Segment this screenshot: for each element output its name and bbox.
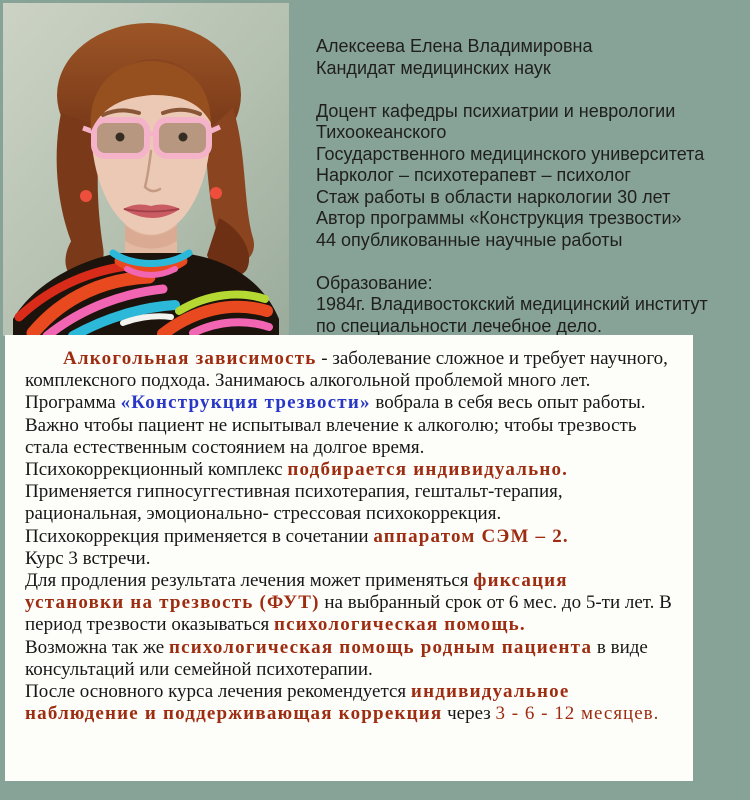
highlighted-text: психологическая помощь.	[274, 614, 526, 636]
credential-line: Доцент кафедры психиатрии и неврологии	[316, 100, 676, 121]
highlighted-text: «Конструкция трезвости»	[120, 392, 371, 414]
credentials-block	[316, 36, 746, 337]
person-name: Алексеева Елена Владимировна	[316, 36, 593, 56]
highlighted-text: аппаратом СЭМ – 2.	[373, 525, 569, 547]
text-segment: Возможна так же	[25, 636, 169, 658]
highlighted-text: психологическая помощь родным пациента	[168, 636, 593, 658]
credential-line: Стаж работы в области наркологии 30 лет	[316, 186, 671, 207]
paragraph	[25, 526, 673, 548]
credential-line: Автор программы «Конструкция трезвости»	[316, 208, 682, 228]
highlighted-text: Алкогольная зависимость	[63, 348, 317, 369]
text-segment: через	[442, 703, 496, 725]
earring-right	[210, 187, 222, 199]
text-segment: Психокоррекция применяется в сочетании	[25, 525, 374, 547]
person-degree: Кандидат медицинских наук	[316, 57, 551, 78]
text-segment: Применяется гипносуггестивная психотерапия, гештальт-терапия, рациональная, эмоционально- стрессовая психокоррекция.	[25, 481, 563, 525]
text-segment: на выбранный срок от 6 мес. до 5-ти лет. В период трезвости оказываться	[25, 592, 672, 636]
highlighted-text: 3 - 6 - 12 месяцев.	[495, 703, 660, 725]
highlighted-text: индивидуальное наблюдение и поддерживающая коррекция	[25, 681, 570, 725]
highlighted-text: подбирается индивидуально.	[287, 459, 569, 481]
portrait-illustration	[3, 3, 289, 336]
credential-line: Нарколог – психотерапевт – психолог	[316, 165, 631, 185]
paragraph	[25, 548, 673, 570]
paragraph	[25, 570, 673, 637]
education-label: Образование:	[316, 272, 433, 293]
paragraph	[25, 637, 673, 681]
education-line: по специальности лечебное дело.	[316, 315, 603, 336]
treatment-info-panel	[5, 335, 693, 781]
text-segment: Курс 3 встречи.	[25, 547, 151, 569]
text-segment: вобрала в себя весь опыт работы. Важно чтобы пациент не испытывал влечение к алкоголю; чтобы трезвость стала естественным состоянием на долгое время.	[25, 392, 646, 458]
text-segment: После основного курса лечения рекомендуется	[25, 681, 411, 703]
spacer	[316, 251, 746, 273]
credential-line: Тихоокеанского	[316, 122, 447, 142]
education-line: 1984г. Владивостокский медицинский институт	[316, 294, 708, 314]
spacer	[316, 79, 746, 101]
paragraph	[25, 681, 673, 725]
text-segment: Психокоррекционный комплекс	[25, 459, 288, 481]
body-text	[25, 348, 673, 725]
credential-line: 44 опубликованные научные работы	[316, 229, 623, 250]
highlighted-text: фиксация установки на трезвость (ФУТ)	[25, 570, 568, 614]
text-segment: Для продления результата лечения может применяться	[25, 570, 474, 592]
paragraph	[25, 459, 673, 526]
paragraph	[25, 348, 673, 459]
text-segment: в виде консультаций или семейной психотерапии.	[25, 636, 648, 680]
text-segment: - заболевание сложное и требует научного, комплексного подхода. Занимаюсь алкогольной проблемой много лет. Программа	[25, 348, 668, 414]
earring-left	[80, 190, 92, 202]
credential-line: Государственного медицинского университета	[316, 143, 705, 164]
portrait-photo	[3, 3, 289, 336]
